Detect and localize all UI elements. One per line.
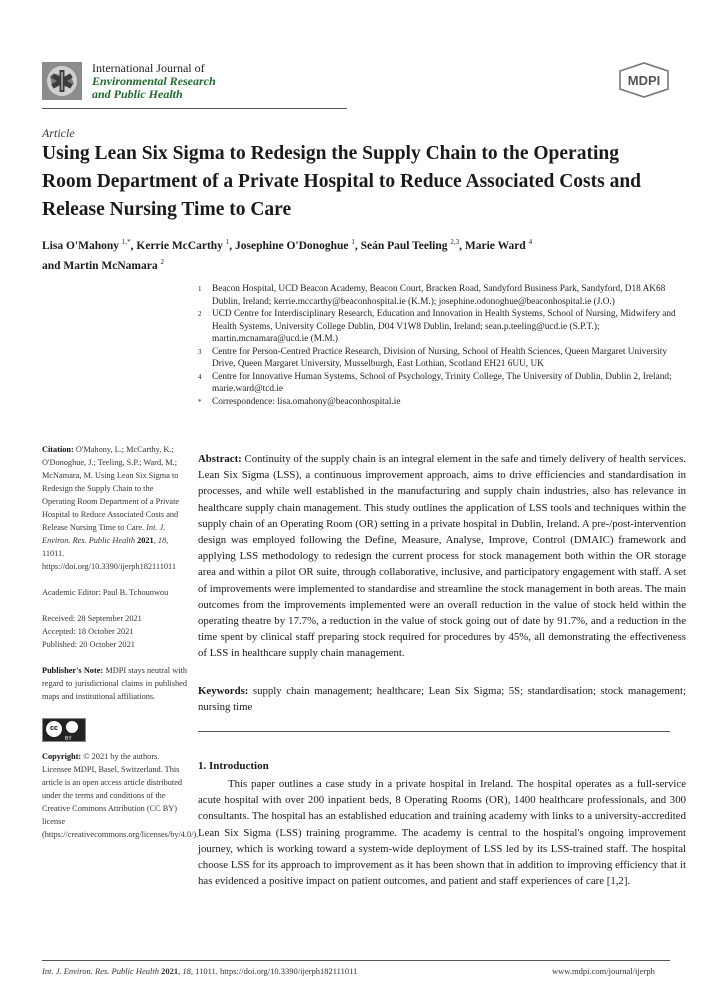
footer-citation: Int. J. Environ. Res. Public Health 2021, 18, 11011. https://doi.org/10.3390/ijerph182111011 xyxy=(42,966,358,976)
introduction-paragraph: This paper outlines a case study in a private hospital in Ireland. The hospital operates as a full-service acute hospital with over 200 inpatient beds, 8 Operating Rooms (OR), 1400 healthcare professionals, and 300 consultants. The hospital has an established education and training academy with links to a university-accredited Lean Six Sigma (LSS) training programme. The academy is central to the hospital's ongoing improvement journey, which is working toward a system-wide deployment of LSS led by its LSS-trained staff. The hospital choose LSS for its approach to improvement as it has been shown that in addition to improving efficiency that it has evidenced a positive impact on patient outcomes, and patient and staff experiences of care [1,2]. xyxy=(198,778,686,888)
author[interactable]: Marie Ward $^4$ xyxy=(464,238,533,252)
header-divider xyxy=(42,108,347,109)
section-heading-introduction: 1. Introduction xyxy=(198,760,269,772)
article-title: Using Lean Six Sigma to Redesign the Supply Chain to the Operating Room Department of a Private Hospital to Reduce Associated Costs and Release Nursing Time to Care xyxy=(42,143,642,220)
section-divider xyxy=(198,731,670,732)
affiliation-item: 2 UCD Centre for Interdisciplinary Research, Education and Innovation in Health Systems, School of Nursing, Midwifery and Health Systems, University College Dublin, D04 V1W8 Dublin, Ireland; sean.p.teeling@ucd.ie (S.P.T.); martin.mcnamara@ucd.ie (M.M.) xyxy=(198,309,676,344)
article-type: Article xyxy=(42,126,75,140)
article-info-sidebar xyxy=(42,443,199,841)
footer-doi-link[interactable]: , 11011. https://doi.org/10.3390/ijerph182111011 xyxy=(190,966,358,976)
attribution-person-icon xyxy=(66,721,78,733)
journal-name-line2: Environmental Research xyxy=(92,74,216,88)
abstract-text: Continuity of the supply chain is an integral element in the safe and timely delivery of health services. Lean Six Sigma (LSS), a continuous improvement approach, aims to drive efficiencies and standardisation in processes, and while well established in the manufacturing and supply chain industries, also has relevance in healthcare supply chain management. This study outlines the application of LSS tools and techniques within the supply chain of an Operating Room (OR) setting in a private hospital in Dublin, Ireland. A pre-/post-intervention design was employed following the Define, Measure, Analyse, Improve, Control (DMAIC) framework and applying LSS methodology to redesign the current process for stock management both within the OR storage area and within a pilot OR suite, through collaborative, inclusive, and participatory engagement with staff. A set of improvements were implemented to standardise and streamline the stock management in both areas. The main outcomes from the improvements implemented were an overall reduction in the value of stock held within the operating theatre by 17.7%, a reduction in the value of stock going out of date by 91.7%, and a reduction in the time spent by clinical staff preparing stock required for procedures by 45%, all demonstrating the effectiveness of LSS in healthcare supply chain management. xyxy=(198,453,686,660)
journal-name xyxy=(92,62,216,101)
received-date: Received: 28 September 2021 xyxy=(42,614,142,623)
keywords xyxy=(198,683,686,715)
journal-logo-globe-icon xyxy=(42,62,82,100)
journal-name-line1: International Journal of xyxy=(92,61,205,75)
correspondence: * Correspondence: lisa.omahony@beaconhospital.ie xyxy=(198,396,401,407)
footer-divider xyxy=(42,960,670,961)
affiliation-item: 1 Beacon Hospital, UCD Beacon Academy, Beacon Court, Bracken Road, Sandyford Business Park, Sandyford, D18 AK68 Dublin, Ireland; kerrie.mccarthy@beaconhospital.ie (K.M.); josephine.odonoghue@beaconhospital.ie (J.O.) xyxy=(198,284,666,307)
publisher-note: Publisher's Note: MDPI stays neutral with regard to jurisdictional claims in published maps and institutional affiliations. xyxy=(42,666,187,701)
author-list: Lisa O'Mahony $^{1,*}$, Kerrie McCarthy $^1$, Josephine O'Donoghue $^1$, Seán Paul Teeling $^{2,3}$, Marie Ward $^4$ and Martin McNamara $^2$ xyxy=(42,238,533,272)
accepted-date: Accepted: 18 October 2021 xyxy=(42,627,134,636)
abstract-label: Abstract: xyxy=(198,453,242,465)
author[interactable]: Kerrie McCarthy $^1$ xyxy=(136,238,230,252)
academic-editor: Academic Editor: Paul B. Tchounwou xyxy=(42,588,169,597)
doi-link[interactable]: , 11011. https://doi.org/10.3390/ijerph182111011 xyxy=(42,536,176,571)
affiliation-item: 3 Centre for Person-Centred Practice Research, Division of Nursing, School of Health Sciences, Queen Margaret University Drive, Queen Margaret University, Musselburgh, East Lothian, Scotland EH21 6UU, UK xyxy=(198,346,667,369)
author[interactable]: Josephine O'Donoghue $^1$ xyxy=(235,238,355,252)
author[interactable]: Lisa O'Mahony $^{1,*}$ xyxy=(42,238,131,252)
citation: Citation: O'Mahony, L.; McCarthy, K.; O'Donoghue, J.; Teeling, S.P.; Ward, M.; McNamara, M. Using Lean Six Sigma to Redesign the Supply Chain to the Operating Room Department of a Private Hospital to Reduce Associated Costs and Release Nursing Time to Care. Int. J. Environ. Res. Public Health 2021, 18, 11011. https://doi.org/10.3390/ijerph182111011 xyxy=(42,445,180,571)
author[interactable]: Seán Paul Teeling $^{2,3}$ xyxy=(360,238,460,252)
journal-name-line3: and Public Health xyxy=(92,87,183,101)
keywords-text: supply chain management; healthcare; Lean Six Sigma; 5S; standardisation; stock management; nursing time xyxy=(198,685,686,714)
cc-by-license-badge[interactable]: cc BY xyxy=(42,718,86,742)
journal-url-link[interactable]: www.mdpi.com/journal/ijerph xyxy=(552,966,655,976)
svg-text:MDPI: MDPI xyxy=(627,73,661,88)
abstract xyxy=(198,451,686,662)
mdpi-logo-icon xyxy=(614,62,674,98)
copyright: Copyright: © 2021 by the authors. Licensee MDPI, Basel, Switzerland. This article is an open access article distributed under the terms and conditions of the Creative Commons Attribution (CC BY) license (https://creativecommons.org/licenses/by/4.0/). xyxy=(42,752,199,839)
creative-commons-icon: cc xyxy=(46,721,62,737)
author[interactable]: and Martin McNamara $^2$ xyxy=(42,257,164,272)
affiliations xyxy=(198,283,688,408)
published-date: Published: 20 October 2021 xyxy=(42,640,135,649)
affiliation-item: 4 Centre for Innovative Human Systems, School of Psychology, Trinity College, The University of Dublin, Dublin 2, Ireland; marie.ward@tcd.ie xyxy=(198,371,672,394)
keywords-label: Keywords: xyxy=(198,685,249,697)
